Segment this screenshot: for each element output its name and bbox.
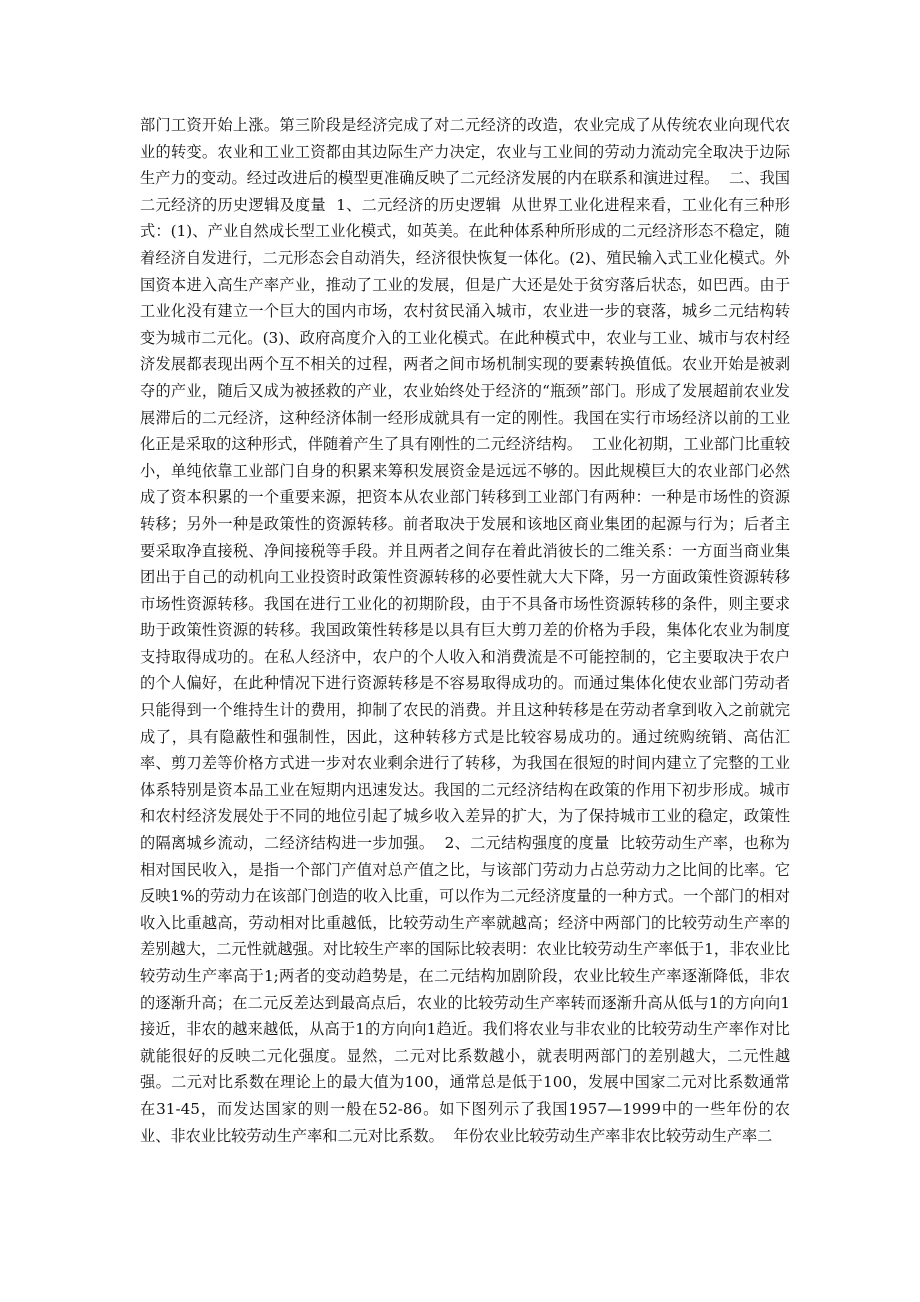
document-body-paragraph: 部门工资开始上涨。第三阶段是经济完成了对二元经济的改造，农业完成了从传统农业向现代农业的转变。农业和工业工资都由其边际生产力决定，农业与工业间的劳动力流动完全取决于边际生产力的变动。经过改进后的模型更准确反映了二元经济发展的内在联系和演进过程。 二、我国二元经济的历史逻辑及度量 1、二元经济的历史逻辑 从世界工业化进程来看，工业化有三种形式：(1)、产业自然成长型工业化模式，如英美。在此种体系种所形成的二元经济形态不稳定，随着经济自发进行，二元形态会自动消失，经济很快恢复一体化。(2)、殖民输入式工业化模式。外国资本进入高生产率产业，推动了工业的发展，但是广大还是处于贫穷落后状态，如巴西。由于工业化没有建立一个巨大的国内市场，农村贫民涌入城市，农业进一步的衰落，城乡二元结构转变为城市二元化。(3)、政府高度介入的工业化模式。在此种模式中，农业与工业、城市与农村经济发展都表现出两个互不相关的过程，两者之间市场机制实现的要素转换值低。农业开始是被剥夺的产业，随后又成为被拯救的产业，农业始终处于经济的“瓶颈”部门。形成了发展超前农业发展滞后的二元经济，这种经济体制一经形成就具有一定的刚性。我国在实行市场经济以前的工业化正是采取的这种形式，伴随着产生了具有刚性的二元经济结构。 工业化初期，工业部门比重较小，单纯依靠工业部门自身的积累来筹积发展资金是远远不够的。因此规模巨大的农业部门必然成了资本积累的一个重要来源，把资本从农业部门转移到工业部门有两种：一种是市场性的资源转移；另外一种是政策性的资源转移。前者取决于发展和该地区商业集团的起源与行为；后者主要采取净直接税、净间接税等手段。并且两者之间存在着此消彼长的二维关系：一方面当商业集团出于自己的动机向工业投资时政策性资源转移的必要性就大大下降，另一方面政策性资源转移市场性资源转移。我国在进行工业化的初期阶段，由于不具备市场性资源转移的条件，则主要求助于政策性资源的转移。我国政策性转移是以具有巨大剪刀差的价格为手段，集体化农业为制度支持取得成功的。在私人经济中，农户的个人收入和消费流是不可能控制的，它主要取决于农户的个人偏好，在此种情况下进行资源转移是不容易取得成功的。而通过集体化使农业部门劳动者只能得到一个维持生计的费用，抑制了农民的消费。并且这种转移是在劳动者拿到收入之前就完成了，具有隐蔽性和强制性，因此，这种转移方式是比较容易成功的。通过统购统销、高估汇率、剪刀差等价格方式进一步对农业剩余进行了转移，为我国在很短的时间内建立了完整的工业体系特别是资本品工业在短期内迅速发达。我国的二元经济结构在政策的作用下初步形成。城市和农村经济发展处于不同的地位引起了城乡收入差异的扩大，为了保持城市工业的稳定，政策性的隔离城乡流动，二经济结构进一步加强。 2、二元结构强度的度量 比较劳动生产率，也称为相对国民收入，是指一个部门产值对总产值之比，与该部门劳动力占总劳动力之比间的比率。它反映1%的劳动力在该部门创造的收入比重，可以作为二元经济度量的一种方式。一个部门的相对收入比重越高，劳动相对比重越低，比较劳动生产率就越高；经济中两部门的比较劳动生产率的差别越大，二元性就越强。对比较生产率的国际比较表明：农业比较劳动生产率低于1，非农业比较劳动生产率高于1;两者的变动趋势是，在二元结构加剧阶段，农业比较生产率逐渐降低，非农的逐渐升高；在二元反差达到最高点后，农业的比较劳动生产率转而逐渐升高从低与1的方向向1接近，非农的越来越低，从高于1的方向向1趋近。我们将农业与非农业的比较劳动生产率作对比就能很好的反映二元化强度。显然，二元对比系数越小，就表明两部门的差别越大，二元性越强。二元对比系数在理论上的最大值为100，通常总是低于100，发展中国家二元对比系数通常在31-45，而发达国家的则一般在52-86。如下图列示了我国1957—1999中的一些年份的农业、非农业比较劳动生产率和二元对比系数。 年份农业比较劳动生产率非农比较劳动生产率二 — [140, 116, 790, 1145]
document-page — [140, 112, 790, 1149]
